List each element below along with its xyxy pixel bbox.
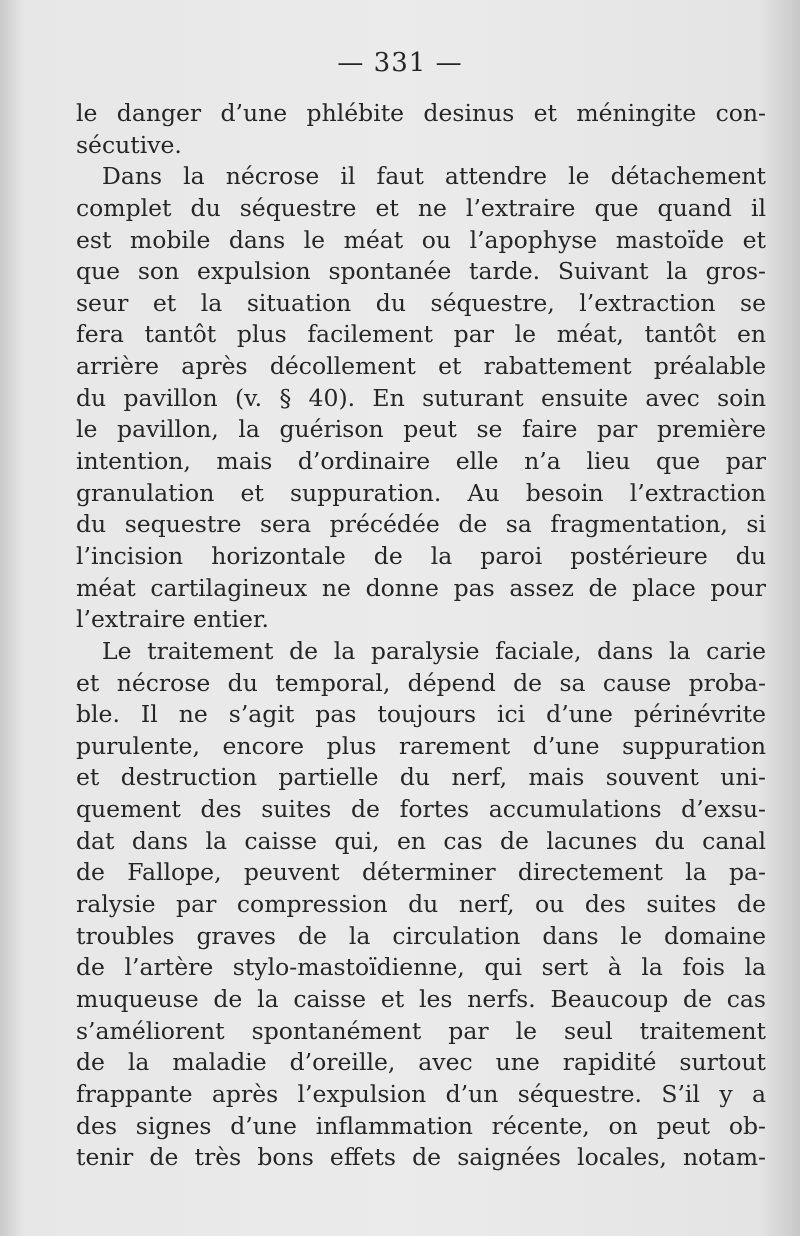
text-line: est mobile dans le méat ou l’apophyse mastoïde et [76, 225, 766, 254]
text-line: et destruction partielle du nerf, mais souvent uni- [76, 763, 766, 792]
text-line: ble. Il ne s’agit pas toujours ici d’une périnévrite [76, 700, 766, 729]
text-line: ralysie par compression du nerf, ou des suites de [76, 890, 766, 919]
text-line: granulation et suppuration. Au besoin l’extraction [76, 478, 766, 507]
text-line: et nécrose du temporal, dépend de sa cause proba- [76, 668, 766, 697]
text-line: s’améliorent spontanément par le seul traitement [76, 1016, 766, 1045]
text-line: Dans la nécrose il faut attendre le détachement [102, 162, 766, 191]
text-line: méat cartilagineux ne donne pas assez de place pour [76, 573, 766, 602]
text-line: Le traitement de la paralysie faciale, dans la carie [102, 636, 766, 665]
text-line: intention, mais d’ordinaire elle n’a lieu que par [76, 447, 766, 476]
text-line: muqueuse de la caisse et les nerfs. Beaucoup de cas [76, 984, 766, 1013]
text-line: du sequestre sera précédée de sa fragmentation, si [76, 510, 766, 539]
text-line: des signes d’une inflammation récente, on peut ob- [76, 1111, 766, 1140]
text-line: de la maladie d’oreille, avec une rapidité surtout [76, 1048, 766, 1077]
text-line: tenir de très bons effets de saignées locales, notam- [76, 1143, 766, 1172]
text-line: que son expulsion spontanée tarde. Suivant la gros- [76, 257, 766, 286]
text-line: le danger d’une phlébite desinus et méningite con- [76, 99, 766, 127]
text-line: troubles graves de la circulation dans le domaine [76, 921, 766, 950]
page-number: — 331 — [337, 48, 463, 78]
text-line: l’extraire entier. [76, 605, 269, 634]
text-line: de l’artère stylo-mastoïdienne, qui sert à la fois la [76, 953, 766, 982]
text-line: sécutive. [76, 130, 182, 159]
text-line: de Fallope, peuvent déterminer directement la pa- [76, 858, 766, 887]
text-line: frappante après l’expulsion d’un séquestre. S’il y a [76, 1079, 766, 1108]
text-line: quement des suites de fortes accumulations d’exsu- [76, 795, 766, 824]
text-line: arrière après décollement et rabattement préalable [76, 352, 766, 381]
text-line: le pavillon, la guérison peut se faire par première [76, 415, 766, 444]
text-line: seur et la situation du séquestre, l’extraction se [76, 288, 766, 317]
text-line: complet du séquestre et ne l’extraire que quand il [76, 193, 766, 222]
text-line: purulente, encore plus rarement d’une suppuration [76, 731, 766, 760]
text-line: du pavillon (v. § 40). En suturant ensuite avec soin [76, 383, 766, 412]
body-text [76, 98, 766, 1174]
text-line: fera tantôt plus facilement par le méat, tantôt en [76, 320, 766, 349]
text-line: dat dans la caisse qui, en cas de lacunes du canal [76, 826, 766, 855]
text-line: l’incision horizontale de la paroi postérieure du [76, 541, 766, 570]
